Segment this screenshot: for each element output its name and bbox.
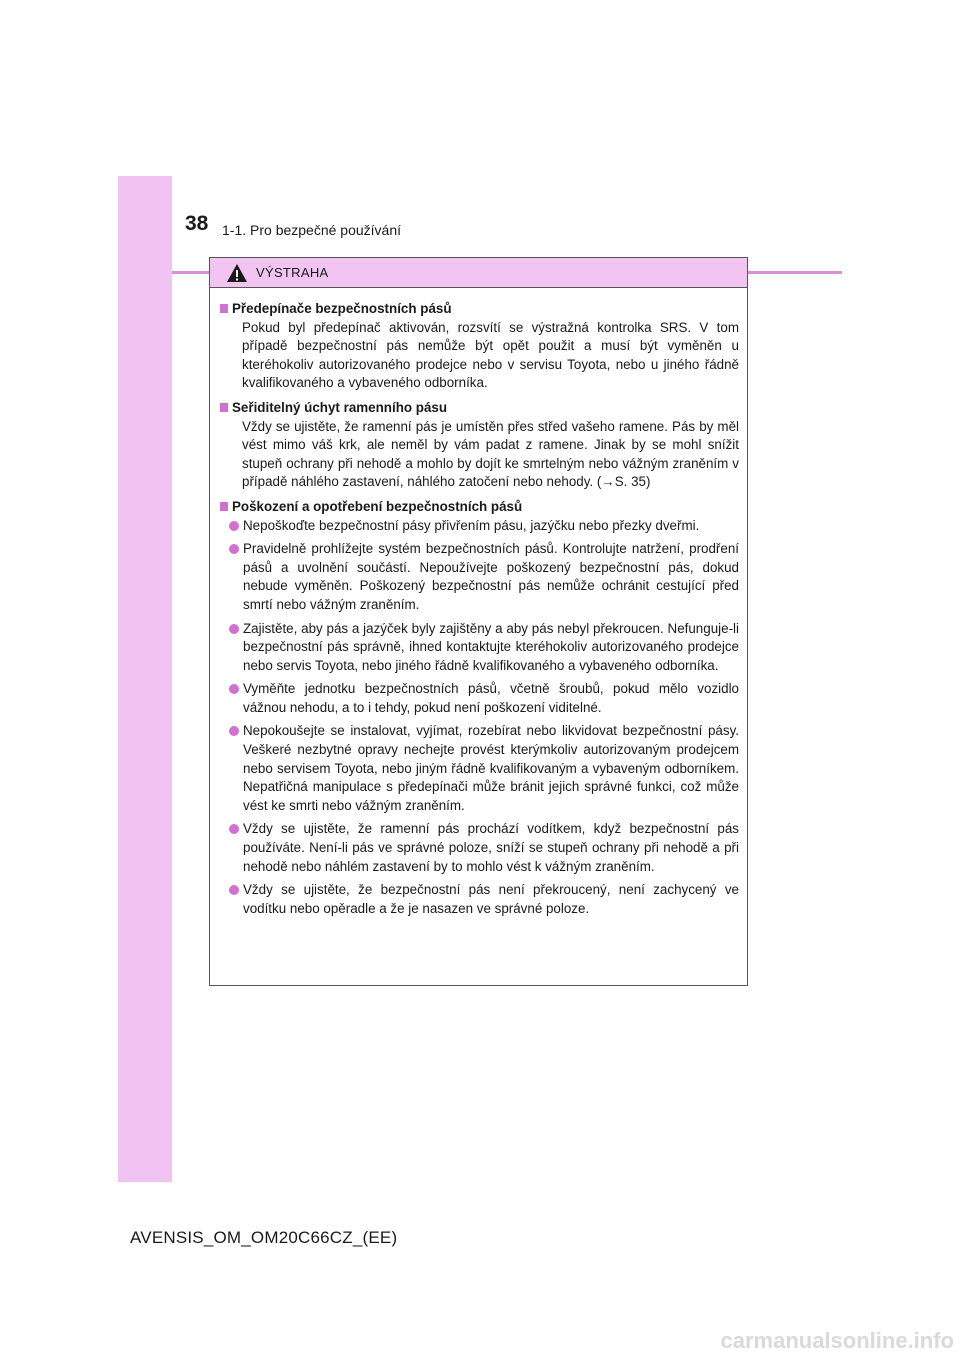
list-item: Pravidelně prohlížejte systém bezpečnostních pásů. Kontrolujte natržení, prodření pásů a uvolnění součástí. Nepoužívejte poškozený bezpečnostní pás, dokud nebude vyměněn. Poškozený bezpečnostní pás nemůže ochránit cestující před smrtí nebo vážným zraněním. <box>220 540 739 614</box>
square-bullet-icon <box>220 304 228 313</box>
circle-bullet-icon <box>229 521 239 531</box>
section-heading: Poškození a opotřebení bezpečnostních pásů <box>220 498 739 517</box>
list-item: Vždy se ujistěte, že bezpečnostní pás není překroucený, není zachycený ve vodítku nebo opěradle a že je nasazen ve správné poloze. <box>220 881 739 918</box>
circle-bullet-icon <box>229 684 239 694</box>
warning-box <box>209 257 748 986</box>
list-item: Nepokoušejte se instalovat, vyjímat, rozebírat nebo likvidovat bezpečnostní pásy. Veškeré nezbytné opravy nechejte provést kterýmkoliv autorizovaným prodejcem nebo servisem Toyota, nebo jiným řádně kvalifikovaným a vybaveným odborníkem. Nepatřičná manipulace s předepínači může bránit jejich správné funkci, což může vést ke smrti nebo vážným zraněním. <box>220 722 739 815</box>
list-item: Nepoškoďte bezpečnostní pásy přivřením pásu, jazýčku nebo přezky dveřmi. <box>220 517 739 536</box>
section-heading: Seřiditelný úchyt ramenního pásu <box>220 399 739 418</box>
warning-body <box>210 288 747 918</box>
chapter-tab-strip <box>118 176 172 1182</box>
warning-label: VÝSTRAHA <box>256 265 329 280</box>
list-item: Vyměňte jednotku bezpečnostních pásů, včetně šroubů, pokud mělo vozidlo vážnou nehodu, a to i tehdy, pokud není poškození viditelné. <box>220 680 739 717</box>
square-bullet-icon <box>220 403 228 412</box>
section-paragraph: Pokud byl předepínač aktivován, rozsvítí se výstražná kontrolka SRS. V tom případě bezpečnostní pás nemůže být opět použit a musí být vyměněn u kteréhokoliv autorizovaného prodejce nebo v servisu Toyota, nebo u jiného řádně kvalifikovaného a vybaveného odborníka. <box>242 319 739 391</box>
section-paragraph: Vždy se ujistěte, že ramenní pás je umístěn přes střed vašeho ramene. Pás by měl vést mimo váš krk, ale neměl by vám padat z ramene. Jinak by se mohl snížit stupeň ochrany při nehodě a mohlo by dojít ke smrtelným nebo vážným zraněním v případě náhlého zastavení, náhlého zatočení nebo nehody. (→S. 35) <box>242 418 739 490</box>
list-item: Zajistěte, aby pás a jazýček byly zajištěny a aby pás nebyl překroucen. Nefunguje-li bezpečnostní pás správně, ihned kontaktujte kteréhokoliv autorizovaného prodejce nebo servis Toyota, nebo jiného řádně kvalifikovaného a vybaveného odborníka. <box>220 620 739 676</box>
watermark: carmanualsonline.info <box>720 1328 954 1353</box>
list-item: Vždy se ujistěte, že ramenní pás prochází vodítkem, když bezpečnostní pás používáte. Není-li pás ve správné poloze, sníží se stupeň ochrany při nehodě a při nehodě nebo náhlém zastavení by to mohlo vést k vážným zraněním. <box>220 820 739 876</box>
section-heading: Předepínače bezpečnostních pásů <box>220 300 739 319</box>
manual-code: AVENSIS_OM_OM20C66CZ_(EE) <box>130 1228 398 1247</box>
circle-bullet-icon <box>229 885 239 895</box>
circle-bullet-icon <box>229 544 239 554</box>
circle-bullet-icon <box>229 824 239 834</box>
warning-triangle-icon <box>226 263 248 283</box>
section-title: 1-1. Pro bezpečné používání <box>222 222 402 238</box>
circle-bullet-icon <box>229 624 239 634</box>
square-bullet-icon <box>220 502 228 511</box>
page-number: 38 <box>185 212 209 235</box>
circle-bullet-icon <box>229 726 239 736</box>
warning-header <box>210 258 747 288</box>
